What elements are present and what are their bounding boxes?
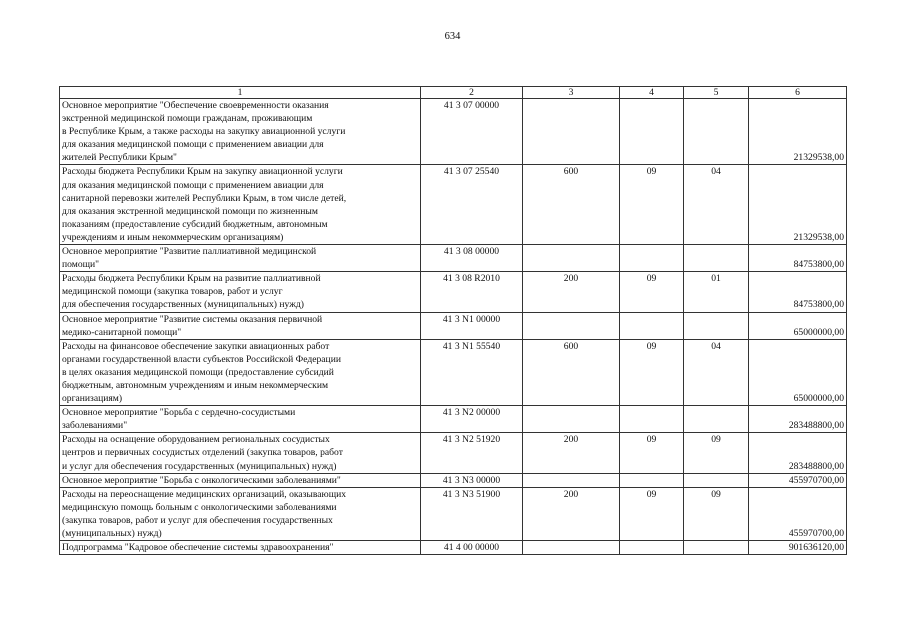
subsection-cell: 09: [684, 487, 749, 540]
item-name-cell: Основное мероприятие "Борьба с онкологическими заболеваниями": [60, 473, 421, 487]
amount-cell: 21329538,00: [749, 165, 847, 245]
table-row: [60, 272, 847, 312]
table-row: [60, 245, 847, 272]
amount-cell: 65000000,00: [749, 339, 847, 405]
item-name-cell: Расходы бюджета Республики Крым на закупку авиационной услуги для оказания медицинской помощи с применением авиации для санитарной перевозки жителей Республики Крым, в том числе детей, для оказания экстренной медицинской помощи по жизненным показаниям (предоставление субсидий бюджетным, автономным учреждениям и иным некоммерческим организациям): [60, 165, 421, 245]
column-header: 3: [523, 87, 620, 99]
expense-type-cell: [523, 406, 620, 433]
subsection-cell: 09: [684, 433, 749, 473]
item-name-cell: Подпрограмма "Кадровое обеспечение системы здравоохранения": [60, 541, 421, 555]
table-row: [60, 406, 847, 433]
table-row: [60, 312, 847, 339]
subsection-cell: [684, 406, 749, 433]
page-number: 634: [444, 31, 461, 42]
subsection-cell: 04: [684, 339, 749, 405]
amount-cell: 283488800,00: [749, 433, 847, 473]
section-cell: [620, 541, 684, 555]
budget-table: [59, 86, 847, 555]
item-name-cell: Основное мероприятие "Борьба с сердечно-сосудистыми заболеваниями": [60, 406, 421, 433]
amount-cell: 65000000,00: [749, 312, 847, 339]
expense-type-cell: [523, 245, 620, 272]
subsection-cell: [684, 541, 749, 555]
section-cell: 09: [620, 339, 684, 405]
column-header: 4: [620, 87, 684, 99]
table-row: [60, 473, 847, 487]
target-code-cell: 41 3 N1 00000: [421, 312, 523, 339]
expense-type-cell: [523, 99, 620, 165]
expense-type-cell: 600: [523, 339, 620, 405]
section-cell: 09: [620, 487, 684, 540]
item-name-cell: Расходы бюджета Республики Крым на развитие паллиативной медицинской помощи (закупка товаров, работ и услуг для обеспечения государственных (муниципальных) нужд): [60, 272, 421, 312]
table-row: [60, 339, 847, 405]
table-row: [60, 541, 847, 555]
section-cell: 09: [620, 272, 684, 312]
section-cell: [620, 473, 684, 487]
subsection-cell: 01: [684, 272, 749, 312]
table-header-row: [60, 87, 847, 99]
target-code-cell: 41 3 07 00000: [421, 99, 523, 165]
subsection-cell: [684, 312, 749, 339]
expense-type-cell: [523, 541, 620, 555]
subsection-cell: [684, 245, 749, 272]
amount-cell: 455970700,00: [749, 487, 847, 540]
expense-type-cell: 200: [523, 487, 620, 540]
section-cell: [620, 312, 684, 339]
subsection-cell: [684, 473, 749, 487]
section-cell: [620, 99, 684, 165]
item-name-cell: Основное мероприятие "Развитие паллиативной медицинской помощи": [60, 245, 421, 272]
target-code-cell: 41 3 N1 55540: [421, 339, 523, 405]
item-name-cell: Расходы на финансовое обеспечение закупки авиационных работ органами государственной власти субъектов Российской Федерации в целях оказания медицинской помощи (предоставление субсидий бюджетным, автономным учреждениям и иным некоммерческим организациям): [60, 339, 421, 405]
target-code-cell: 41 3 08 00000: [421, 245, 523, 272]
item-name-cell: Расходы на оснащение оборудованием региональных сосудистых центров и первичных сосудистых отделений (закупка товаров, работ и услуг для обеспечения государственных (муниципальных) нужд): [60, 433, 421, 473]
column-header: 6: [749, 87, 847, 99]
amount-cell: 21329538,00: [749, 99, 847, 165]
amount-cell: 84753800,00: [749, 272, 847, 312]
expense-type-cell: [523, 312, 620, 339]
section-cell: [620, 245, 684, 272]
section-cell: 09: [620, 165, 684, 245]
column-header: 1: [60, 87, 421, 99]
table-body: [60, 99, 847, 555]
expense-type-cell: 600: [523, 165, 620, 245]
expense-type-cell: [523, 473, 620, 487]
expense-type-cell: 200: [523, 272, 620, 312]
table-row: [60, 433, 847, 473]
target-code-cell: 41 3 N2 51920: [421, 433, 523, 473]
section-cell: 09: [620, 433, 684, 473]
item-name-cell: Основное мероприятие "Обеспечение своевременности оказания экстренной медицинской помощи гражданам, проживающим в Республике Крым, а также расходы на закупку авиационной услуги для оказания медицинской помощи с применением авиации для жителей Республики Крым": [60, 99, 421, 165]
column-header: 5: [684, 87, 749, 99]
section-cell: [620, 406, 684, 433]
item-name-cell: Основное мероприятие "Развитие системы оказания первичной медико-санитарной помощи": [60, 312, 421, 339]
column-header: 2: [421, 87, 523, 99]
expense-type-cell: 200: [523, 433, 620, 473]
table-row: [60, 487, 847, 540]
target-code-cell: 41 3 N3 00000: [421, 473, 523, 487]
subsection-cell: 04: [684, 165, 749, 245]
subsection-cell: [684, 99, 749, 165]
table-row: [60, 99, 847, 165]
item-name-cell: Расходы на переоснащение медицинских организаций, оказывающих медицинскую помощь больным с онкологическими заболеваниями (закупка товаров, работ и услуг для обеспечения государственных (муниципальных) нужд): [60, 487, 421, 540]
target-code-cell: 41 4 00 00000: [421, 541, 523, 555]
amount-cell: 84753800,00: [749, 245, 847, 272]
target-code-cell: 41 3 08 R2010: [421, 272, 523, 312]
target-code-cell: 41 3 N3 51900: [421, 487, 523, 540]
table-row: [60, 165, 847, 245]
amount-cell: 901636120,00: [749, 541, 847, 555]
amount-cell: 455970700,00: [749, 473, 847, 487]
target-code-cell: 41 3 07 25540: [421, 165, 523, 245]
amount-cell: 283488800,00: [749, 406, 847, 433]
target-code-cell: 41 3 N2 00000: [421, 406, 523, 433]
